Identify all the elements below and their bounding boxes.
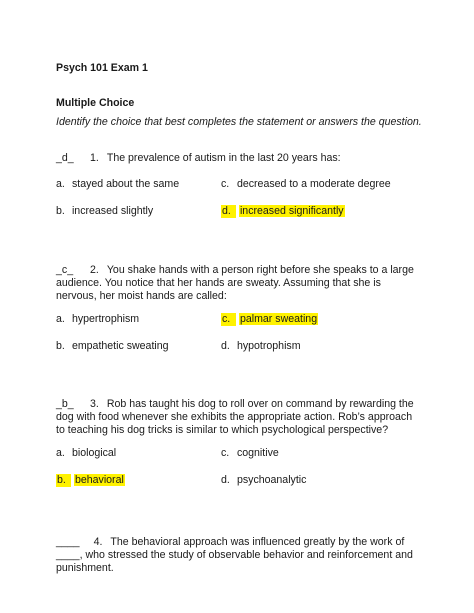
- option-text: behavioral: [74, 474, 124, 486]
- option-c-highlighted: [221, 313, 318, 326]
- answer-blank: ____: [56, 536, 80, 548]
- option-b: [56, 205, 153, 218]
- question-4: [56, 536, 418, 575]
- question-2: [56, 264, 418, 303]
- option-a: [56, 447, 116, 460]
- option-d-highlighted: [221, 205, 345, 218]
- answer-blank: _c_: [56, 264, 74, 276]
- option-letter: d.: [221, 340, 230, 352]
- question-text: You shake hands with a person right before she speaks to a large audience. You notice that her hands are sweaty. Assuming that she is nervous, her moist hands are called:: [56, 264, 414, 302]
- option-text: palmar sweating: [239, 313, 318, 325]
- option-letter: d.: [221, 205, 236, 218]
- exam-title: Psych 101 Exam 1: [56, 62, 148, 74]
- question-text: Rob has taught his dog to roll over on command by rewarding the dog with food whenever she exhibits the appropriate action. Rob’s approach to teaching his dog tricks is similar to which psychological perspective?: [56, 398, 414, 436]
- option-text: increased slightly: [71, 205, 154, 217]
- question-3: [56, 398, 418, 437]
- option-d: [221, 474, 306, 487]
- option-text: biological: [71, 447, 117, 459]
- option-letter: a.: [56, 447, 65, 459]
- section-heading: Multiple Choice: [56, 97, 135, 109]
- instructions: Identify the choice that best completes the statement or answers the question.: [56, 116, 422, 128]
- option-letter: b.: [56, 474, 71, 487]
- question-number: 1.: [90, 152, 99, 164]
- option-a: [56, 178, 179, 191]
- option-text: hypotrophism: [236, 340, 301, 352]
- option-text: hypertrophism: [71, 313, 140, 325]
- question-1: [56, 152, 418, 165]
- option-text: increased significantly: [239, 205, 344, 217]
- question-text: The behavioral approach was influenced greatly by the work of ____, who stressed the study of observable behavior and reinforcement and punishment.: [56, 536, 413, 574]
- option-text: cognitive: [236, 447, 279, 459]
- question-number: 2.: [90, 264, 99, 276]
- question-text: The prevalence of autism in the last 20 years has:: [106, 152, 341, 164]
- option-b-highlighted: [56, 474, 125, 487]
- option-letter: a.: [56, 313, 65, 325]
- option-letter: c.: [221, 447, 230, 459]
- answer-blank: _b_: [56, 398, 74, 410]
- option-letter: b.: [56, 340, 65, 352]
- option-letter: c.: [221, 178, 230, 190]
- option-letter: b.: [56, 205, 65, 217]
- option-text: stayed about the same: [71, 178, 180, 190]
- question-number: 3.: [90, 398, 99, 410]
- option-a: [56, 313, 139, 326]
- option-text: decreased to a moderate degree: [236, 178, 391, 190]
- question-number: 4.: [93, 536, 103, 548]
- option-letter: c.: [221, 313, 236, 326]
- option-letter: a.: [56, 178, 65, 190]
- option-c: [221, 447, 279, 460]
- option-letter: d.: [221, 474, 230, 486]
- option-text: empathetic sweating: [71, 340, 169, 352]
- option-d: [221, 340, 301, 353]
- option-c: [221, 178, 391, 191]
- option-b: [56, 340, 169, 353]
- answer-blank: _d_: [56, 152, 74, 164]
- option-text: psychoanalytic: [236, 474, 307, 486]
